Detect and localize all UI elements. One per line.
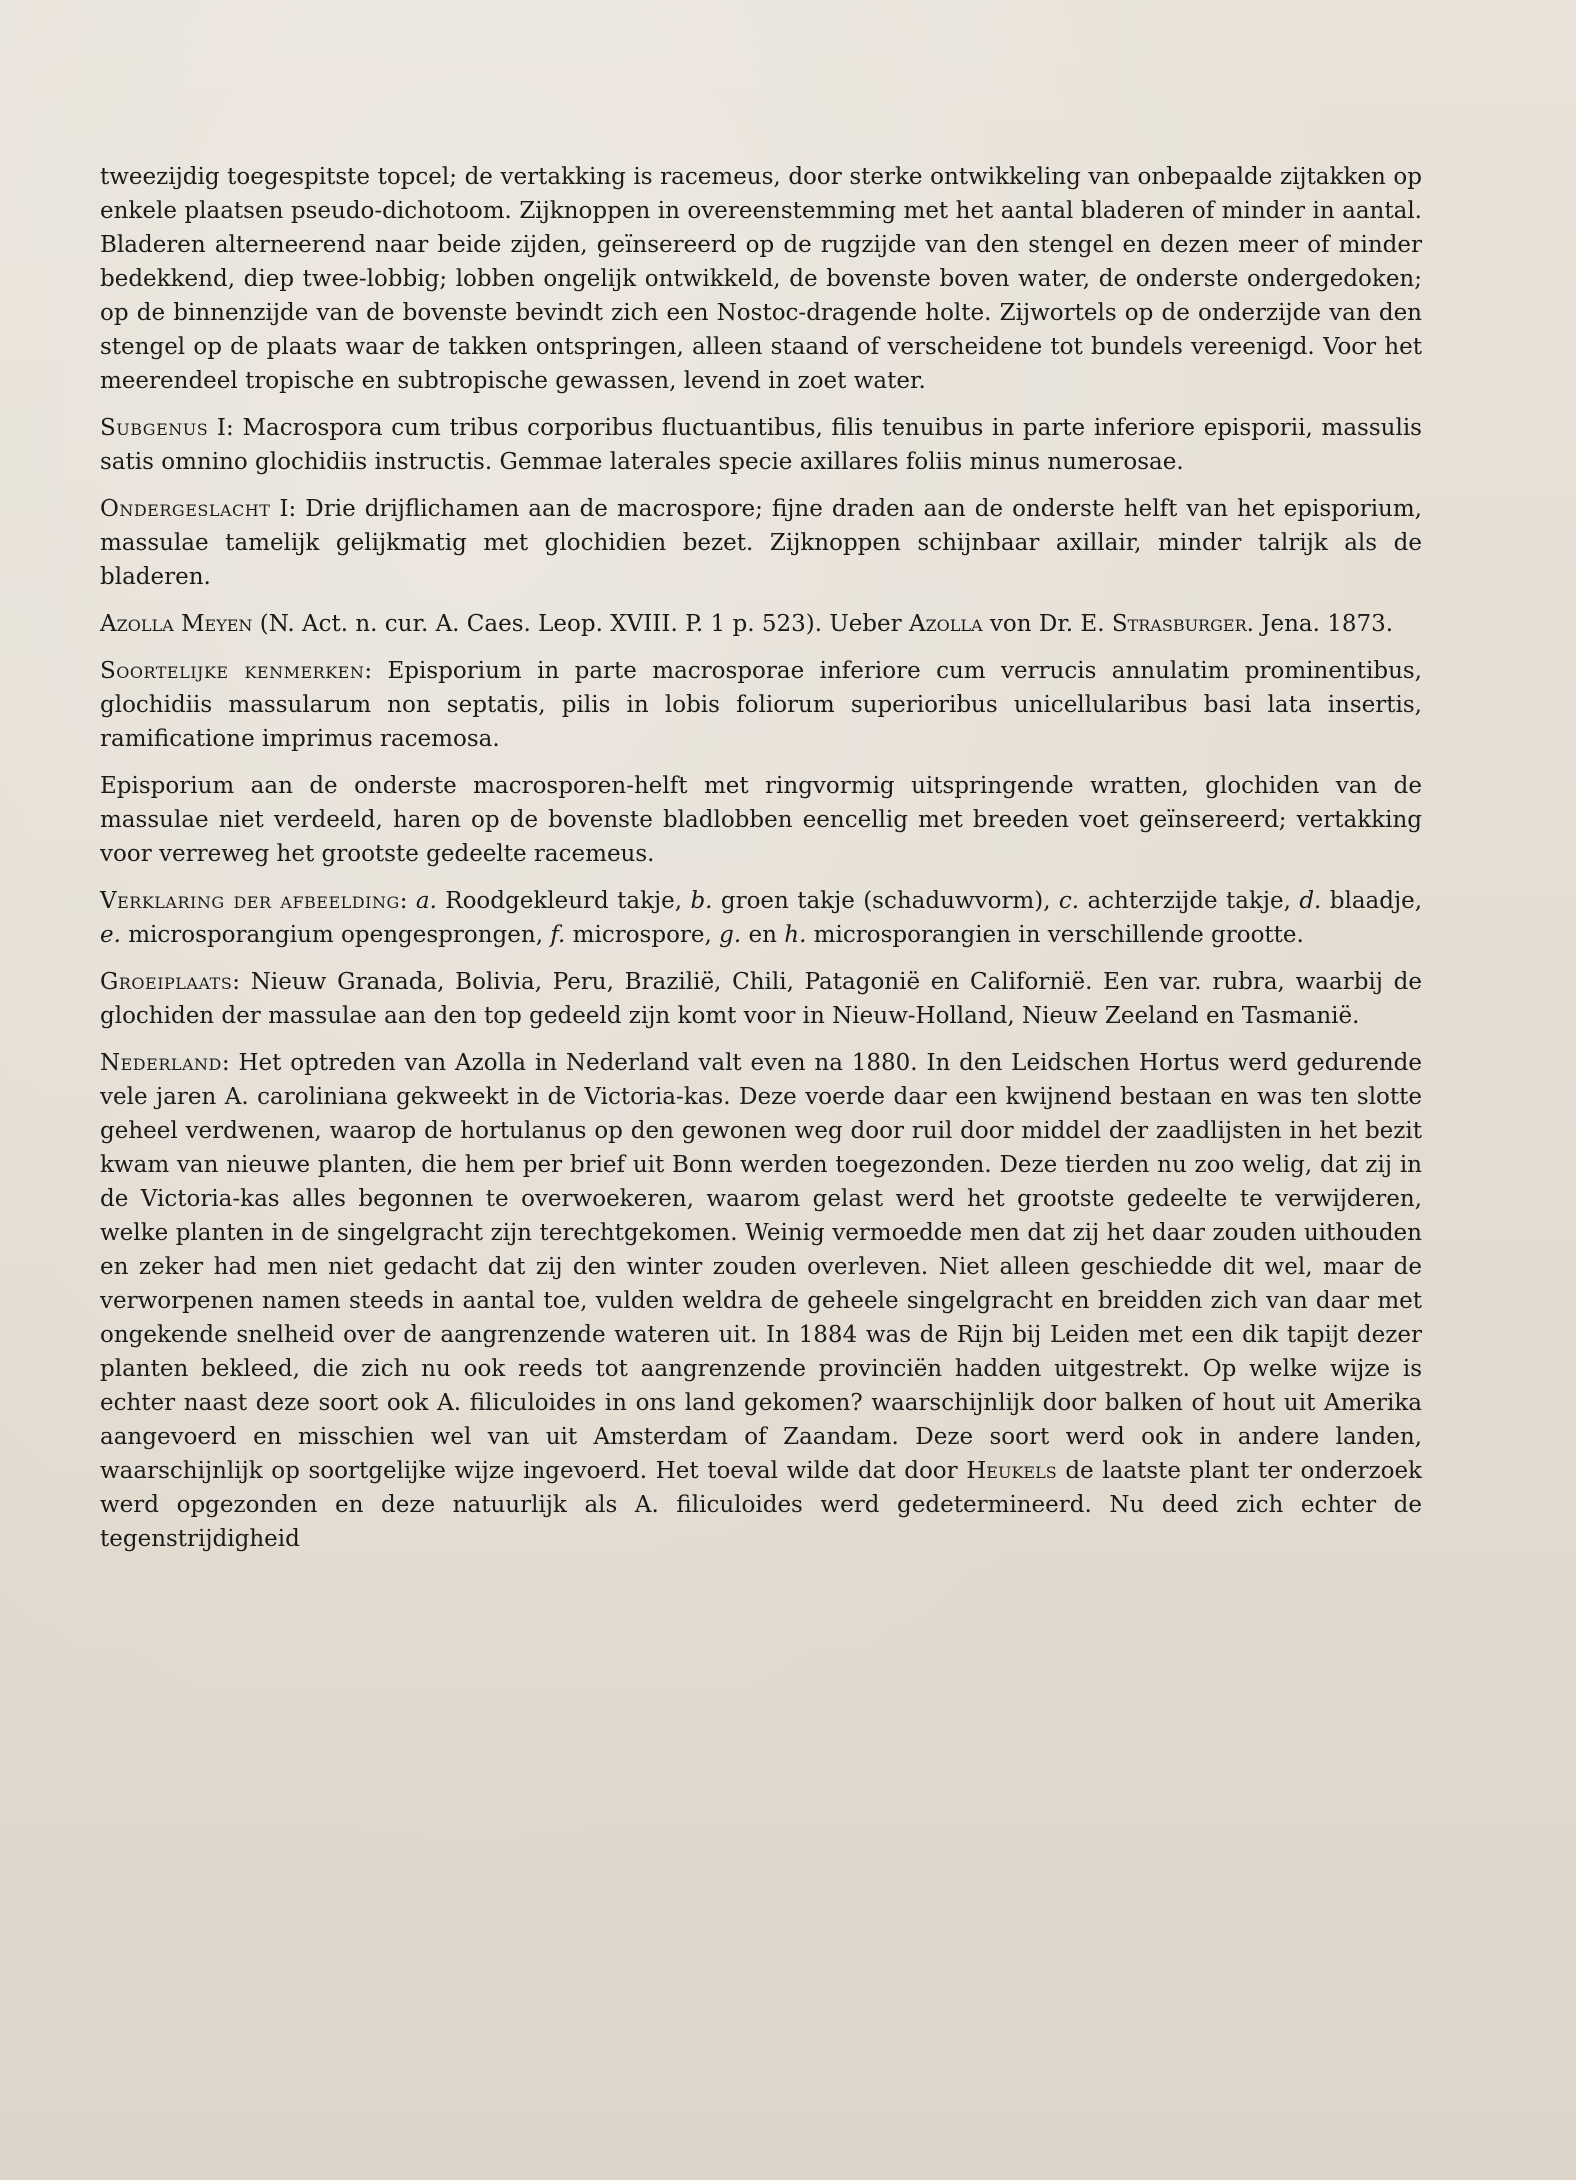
paragraph-label: Verklaring der afbeelding <box>100 888 400 914</box>
paragraph-text: blaadje, <box>1321 888 1423 914</box>
paragraph-text: microsporangien in verschillende grootte. <box>806 922 1304 948</box>
person-name: Heukels <box>966 1458 1057 1484</box>
citation-text: (N. Act. n. cur. A. Caes. Leop. XVIII. P. 1 p. 523). Ueber <box>252 611 909 637</box>
paragraph-text: microsporangium opengesprongen, <box>120 922 551 948</box>
paragraph-label: Ondergeslacht <box>100 496 271 522</box>
paragraph-text: groen takje (schaduwvorm), <box>712 888 1059 914</box>
paragraph-text: I: Drie drijflichamen aan de macrospore; fijne draden aan de onderste helft van het episporium, massulae tamelijk gelijkmatig met glochidien bezet. Zijknoppen schijnbaar axillair, minder talrijk als de bladeren. <box>100 496 1422 590</box>
paragraph-text: : Het optreden van Azolla in Nederland valt even na 1880. In den Leidschen Hortus werd gedurende vele jaren A. caroliniana gekweekt in de Victoria-kas. Deze voerde daar een kwijnend bestaan en was ten slotte geheel verdwenen, waarop de hortulanus op den gewonen weg door ruil door middel der zaadlijsten in het bezit kwam van nieuwe planten, die hem per brief uit Bonn werden toegezonden. Deze tierden nu zoo welig, dat zij in de Victoria-kas alles begonnen te overwoekeren, waarom gelast werd het grootste gedeelte te verwijderen, welke planten in de singelgracht zijn terechtgekomen. Weinig vermoedde men dat zij het daar zouden uithouden en zeker had men niet gedacht dat zij den winter zouden overleven. Niet alleen geschiedde dit wel, maar de verworpenen namen steeds in aantal toe, vulden weldra de geheele singelgracht en breidden zich van daar met ongekende snelheid over de aangrenzende wateren uit. In 1884 was de Rijn bij Leiden met een dik tapijt dezer planten bekleed, die zich nu ook reeds tot aangrenzende provinciën hadden uitgestrekt. Op welke wijze is echter naast deze soort ook A. filiculoides in ons land gekomen? waarschijnlijk door balken of hout uit Amerika aangevoerd en misschien wel van uit Amsterdam of Zaandam. Deze soort werd ook in andere landen, waarschijnlijk op soortgelijke wijze ingevoerd. Het toeval wilde dat door <box>100 1050 1422 1484</box>
paragraph-text: : <box>399 888 416 914</box>
paragraph-label: Nederland <box>100 1050 222 1076</box>
figure-letter: b. <box>690 888 713 914</box>
citation-author: Azolla Meyen <box>100 611 253 637</box>
figure-letter: g. <box>719 922 742 948</box>
paragraph-text: tweezijdig toegespitste topcel; de vertakking is racemeus, door sterke ontwikkeling van onbepaalde zijtakken op enkele plaatsen pseudo-dichotoom. Zijknoppen in overeenstemming met het aantal bladeren of minder in aantal. Bladeren alterneerend naar beide zijden, geïnsereerd op de rugzijde van den stengel en dezen meer of minder bedekkend, diep twee-lobbig; lobben ongelijk ontwikkeld, de bovenste boven water, de onderste ondergedoken; op de binnenzijde van de bovenste bevindt zich een Nostoc-dragende holte. Zijwortels op de onderzijde van den stengel op de plaats waar de takken ontspringen, alleen staand of verscheidene tot bundels vereenigd. Voor het meerendeel tropische en subtropische gewassen, levend in zoet water. <box>100 164 1422 394</box>
paragraph-subgenus <box>100 411 1422 479</box>
paragraph-nederland <box>100 1046 1422 1556</box>
citation-author-2: Strasburger. <box>1111 611 1254 637</box>
paragraph-episporium <box>100 769 1422 871</box>
figure-letter: h. <box>784 922 807 948</box>
page-body-text <box>100 160 1422 1569</box>
paragraph-label: Subgenus <box>100 415 209 441</box>
figure-letter: d. <box>1299 888 1322 914</box>
paragraph-citation <box>100 607 1422 641</box>
paragraph-ondergeslacht <box>100 492 1422 594</box>
paragraph-text: : Nieuw Granada, Bolivia, Peru, Brazilië, Chili, Patagonië en Californië. Een var. rubra, waarbij de glochiden der massulae aan den top gedeeld zijn komt voor in Nieuw-Holland, Nieuw Zeeland en Tasmanië. <box>100 969 1422 1029</box>
figure-letter: a. <box>415 888 437 914</box>
paragraph-label: Groeiplaats <box>100 969 233 995</box>
paragraph-genus-description <box>100 160 1422 398</box>
paragraph-verklaring <box>100 884 1422 952</box>
paragraph-text: microspore, <box>565 922 720 948</box>
figure-letter: f. <box>550 922 566 948</box>
figure-letter: c. <box>1058 888 1080 914</box>
paragraph-soortelijke-kenmerken <box>100 654 1422 756</box>
figure-letter: e. <box>100 922 121 948</box>
paragraph-text: Episporium aan de onderste macrosporen-helft met ringvormig uitspringende wratten, glochiden van de massulae niet verdeeld, haren op de bovenste bladlobben eencellig met breeden voet geïnsereerd; vertakking voor verreweg het grootste gedeelte racemeus. <box>100 773 1422 867</box>
paragraph-text: Roodgekleurd takje, <box>436 888 691 914</box>
paragraph-text: : Episporium in parte macrosporae inferiore cum verrucis annulatim prominentibus, glochidiis massularum non septatis, pilis in lobis foliorum superioribus unicellularibus basi lata insertis, ramificatione imprimus racemosa. <box>100 658 1422 752</box>
paragraph-text: I: Macrospora cum tribus corporibus fluctuantibus, filis tenuibus in parte inferiore episporii, massulis satis omnino glochidiis instructis. Gemmae laterales specie axillares foliis minus numerosae. <box>100 415 1422 475</box>
citation-text: Jena. 1873. <box>1253 611 1394 637</box>
paragraph-label: Soortelijke kenmerken <box>100 658 365 684</box>
paragraph-text: en <box>741 922 785 948</box>
citation-text: von Dr. E. <box>982 611 1112 637</box>
citation-genus: Azolla <box>908 611 983 637</box>
paragraph-groeiplaats <box>100 965 1422 1033</box>
paragraph-text: de laatste plant ter onderzoek werd opgezonden en deze natuurlijk als A. filiculoides werd gedetermineerd. Nu deed zich echter de tegenstrijdigheid <box>100 1458 1422 1552</box>
paragraph-text: achterzijde takje, <box>1079 888 1300 914</box>
